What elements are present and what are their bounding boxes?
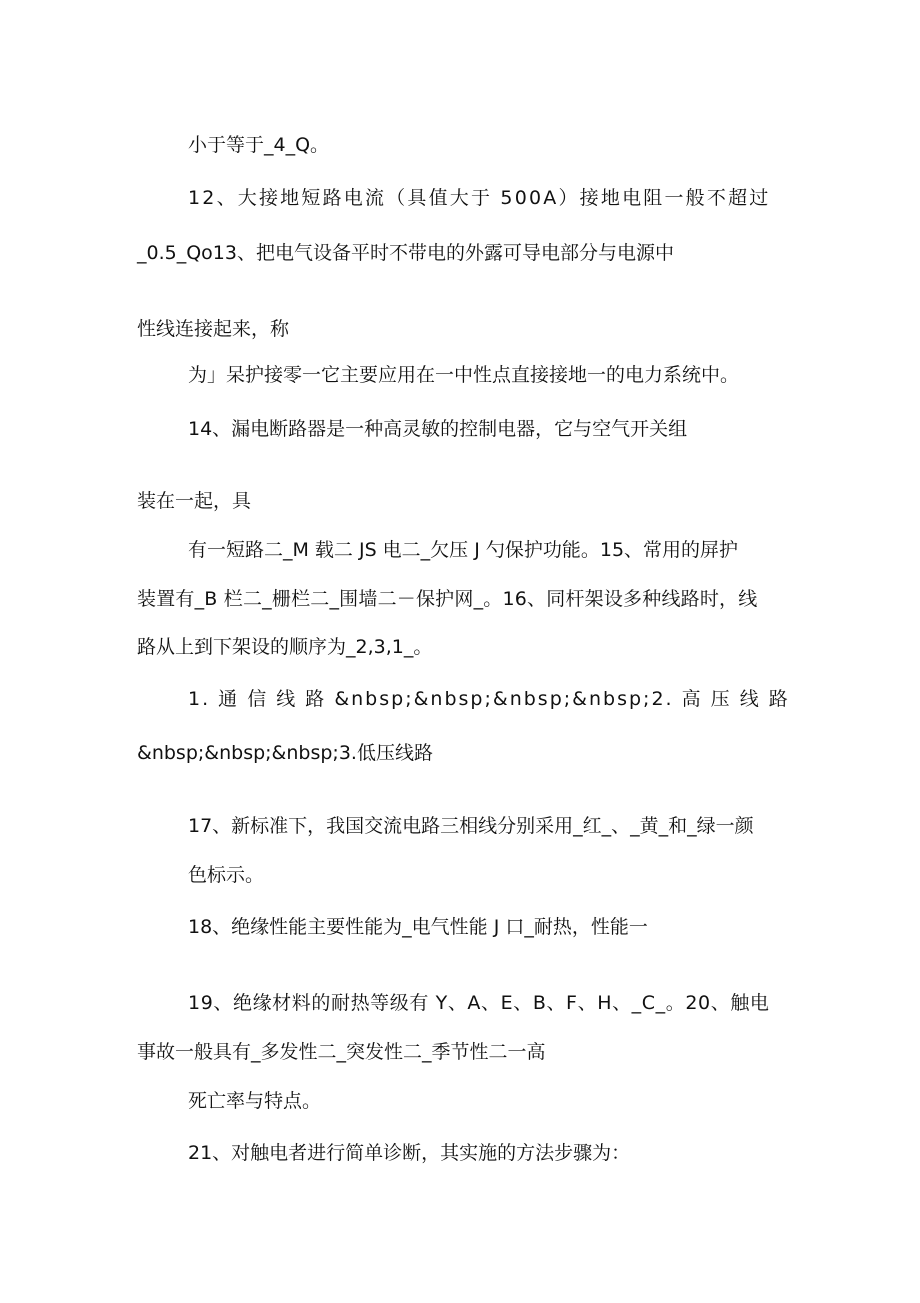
text-line-12: &nbsp;&nbsp;&nbsp;3.低压线路 xyxy=(137,742,433,764)
text-line-19: 21、对触电者进行简单诊断，其实施的方法步骤为： xyxy=(188,1142,631,1164)
text-line-8: 有一短路二_M 载二 JS 电二_欠压 J 勺保护功能。15、常用的屏护 xyxy=(188,539,739,561)
text-line-5: 为」呆护接零一它主要应用在一中性点直接接地一的电力系统中。 xyxy=(188,364,740,386)
text-line-9: 装置有_B 栏二_栅栏二_围墙二－保护网_。16、同杆架设多种线路时，线 xyxy=(137,588,758,610)
text-line-15: 18、绝缘性能主要性能为_电气性能 J 口_耐热，性能一 xyxy=(188,916,648,938)
text-line-17: 事故一般具有_多发性二_突发性二_季节性二一高 xyxy=(137,1041,546,1063)
text-line-18: 死亡率与特点。 xyxy=(188,1090,322,1112)
text-line-4: 性线连接起来，称 xyxy=(137,318,290,340)
text-line-11: 1. 通 信 线 路 &nbsp;&nbsp;&nbsp;&nbsp;2. 高 压 线 路 xyxy=(188,688,790,710)
text-line-3: _0.5_Qo13、把电气设备平时不带电的外露可导电部分与电源中 xyxy=(137,242,674,264)
text-line-6: 14、漏电断路器是一种高灵敏的控制电器，它与空气开关组 xyxy=(188,418,688,440)
text-line-13: 17、新标准下，我国交流电路三相线分别采用_红_、_黄_和_绿一颜 xyxy=(188,815,754,837)
text-line-1: 小于等于_4_Q。 xyxy=(188,134,330,156)
text-line-16: 19、绝缘材料的耐热等级有 Y、A、E、B、F、H、_C_。20、触电 xyxy=(188,992,770,1014)
text-line-2: 12、大接地短路电流（具值大于 500A）接地电阻一般不超过 xyxy=(188,187,771,209)
text-line-7: 装在一起，具 xyxy=(137,490,252,512)
text-line-10: 路从上到下架设的顺序为_2,3,1_。 xyxy=(137,636,433,658)
text-line-14: 色标示。 xyxy=(188,864,265,886)
